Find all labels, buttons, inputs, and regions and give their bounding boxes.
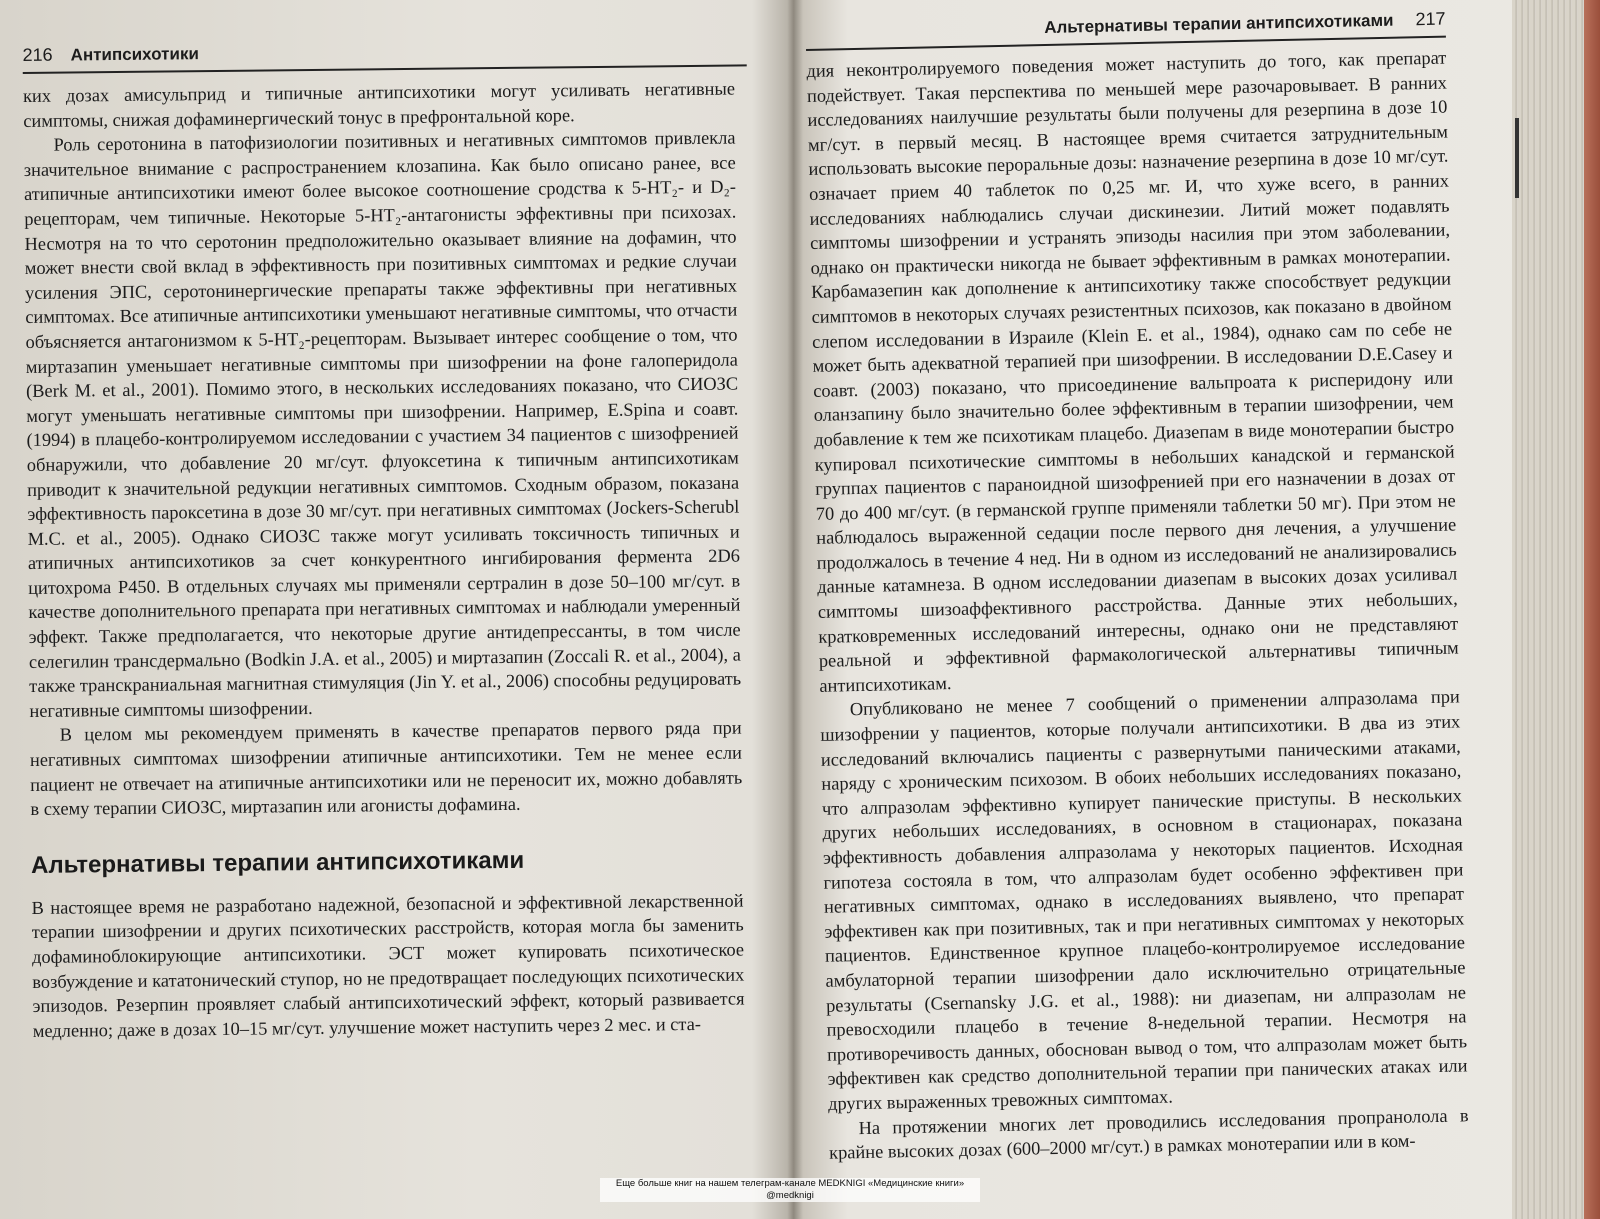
right-body-text	[806, 46, 1469, 1166]
right-page-header	[805, 9, 1445, 51]
paragraph: Роль серотонина в патофизиологии позитивных и негативных симптомов привлекла значительное внимание с распространением клозапина. Как было описано ранее, все атипичные антипсихотики имеют более высокое соотношение сродства к 5-HT₂- и D₂-рецепторам, чем типичные. Некоторые 5-HT₂-антагонисты эффективны при психозах. Несмотря на то что серотонин предположительно оказывает влияние на дофамин, что может внести свой вклад в эффективность при позитивных симптомах и редкие случаи усиления ЭПС, серотонинергические препараты также эффективны при негативных симптомах. Все атипичные антипсихотики уменьшают негативные симптомы, что отчасти объясняется антагонизмом к 5-HT₂-рецепторам. Вызывает интерес сообщение о том, что миртазапин уменьшает негативные симптомы при шизофрении на фоне галоперидола (Berk M. et al., 2001). Помимо этого, в нескольких исследованиях показано, что СИОЗС могут уменьшать негативные симптомы при шизофрении. Например, E.Spina и соавт. (1994) в плацебо-контролируемом исследовании с участием 34 пациентов с шизофренией обнаружили, что добавление 20 мг/сут. флуоксетина к типичным антипсихотикам приводит к значительной редукции негативных симптомов. Сходным образом, показана эффективность пароксетина в дозе 30 мг/сут. при негативных симптомах (Jockers-Scherubl M.C. et al., 2005). Однако СИОЗС также могут усиливать токсичность типичных и атипичных антипсихотиков за счет конкурентного ингибирования фермента 2D6 цитохрома P450. В отдельных случаях мы применяли сертралин в дозе 50–100 мг/сут. в качестве дополнительного препарата при негативных симптомах и наблюдали умеренный эффект. Также предполагается, что некоторые другие антидепрессанты, в том числе селегилин трансдермально (Bodkin J.A. et al., 2005) и миртазапин (Zoccali R. et al., 2004), а также транскраниальная магнитная стимуляция (Jin Y. et al., 2006) способны редуцировать негативные симптомы шизофрении.	[23, 127, 742, 721]
right-running-head: Альтернативы терапии антипсихотиками	[1044, 10, 1394, 37]
footer-watermark	[600, 1178, 980, 1202]
footer-handle: @medknigi	[766, 1190, 814, 1201]
paragraph: дия неконтролируемого поведения может наступить до того, как препарат подействует. Такая перспектива по меньшей мере разочаровывает. В ранних исследованиях наилучшие результаты были получены для резерпина в дозе 10 мг/сут. в первый месяц. В настоящее время считается затруднительным использовать высокие пероральные дозы: назначение резерпина в дозе 10 мг/сут. означает прием 40 таблеток по 0,25 мг. И, что хуже всего, в ранних исследованиях наблюдались случаи дискинезии. Литий может подавлять симптомы шизофрении и устранять эпизоды насилия при этом заболевании, однако он практически никогда не бывает эффективным в рамках монотерапии. Карбамазепин как дополнение к антипсихотику также способствует редукции симптомов в некоторых случаях резистентных психозов, как показано в двойном слепом исследовании в Израиле (Klein E. et al., 1984), однако сам по себе не может быть адекватной терапией при шизофрении. В исследовании D.E.Casey и соавт. (2003) показано, что присоединение вальпроата к рисперидону или оланзапину было значительно более эффективным в терапии шизофрении, чем добавление к тем же психотикам плацебо. Диазепам в виде монотерапии быстро купировал психотические симптомы в небольших канадской и германской группах пациентов с параноидной шизофренией при его назначении в дозах от 70 до 400 мг/сут. (в германской группе применяли таблетки 50 мг). При этом не наблюдалось выраженной седации после первого дня лечения, а улучшение продолжалось в течение 4 нед. Ни в одном из исследований не анализировались данные катамнеза. В одном исследовании диазепам в высоких дозах усиливал симптомы шизоаффективного расстройства. Данные этих небольших, кратковременных исследований интересны, однако они не представляют реальной и эффективной фармакологической альтернативы типичным антипсихотикам.	[806, 47, 1459, 696]
left-page-header	[22, 37, 746, 74]
section-body-text	[31, 888, 745, 1043]
paragraph: В целом мы рекомендуем применять в качестве препаратов первого ряда при негативных симптомах шизофрении атипичные антипсихотики. Тем не менее если пациент не отвечает на атипичные антипсихотики или не переносит их, можно добавлять в схему терапии СИОЗС, миртазапин или агонисты дофамина.	[29, 717, 743, 820]
footer-line: Еще больше книг на нашем телеграм-канале MEDKNIGI «Медицинские книги»	[615, 1178, 965, 1189]
paragraph: ких дозах амисульприд и типичные антипсихотики могут усиливать негативные симптомы, снижая дофаминергический тонус в префронтальной коре.	[22, 78, 736, 131]
left-page	[22, 0, 763, 1043]
left-running-head: Антипсихотики	[70, 44, 199, 65]
book-cover-edge	[1584, 0, 1600, 1219]
right-page-number: 217	[1415, 8, 1446, 30]
page-marker	[1515, 118, 1519, 198]
section-title: Альтернативы терапии антипсихотиками	[30, 846, 525, 879]
paragraph: В настоящее время не разработано надежной, безопасной и эффективной лекарственной терапии шизофрении и других психотических расстройств, которая могла бы заменить дофаминоблокирующие антипсихотики. ЭСТ может купировать психотическое возбуждение и кататонический ступор, но не предотвращает последующих психотических эпизодов. Резерпин проявляет слабый антипсихотический эффект, который развивается медленно; даже в дозах 10–15 мг/сут. улучшение может наступить через 2 мес. и ста-	[31, 890, 745, 1041]
paragraph: На протяжении многих лет проводились исследования пропранолола в крайне высоких дозах (600–2000 мг/сут.) в рамках монотерапии или в ком-	[828, 1104, 1469, 1163]
paragraph: Опубликовано не менее 7 сообщений о применении алпразолама при шизофрении у пациентов, которые получали антипсихотики. В два из этих исследований включались пациенты с развернутыми паническими атаками, наряду с хроническим психозом. В обоих небольших исследованиях показано, что алпразолам эффективно купирует панические приступы. В нескольких других небольших исследованиях, в основном в стационарах, показана эффективность добавления алпразолама у некоторых пациентов. Исходная гипотеза состояла в том, что алпразолам будет особенно эффективен при негативных симптомах, однако в исследованиях выявлено, что препарат эффективен как при позитивных, так и при негативных симптомах у некоторых пациентов. Единственное крупное плацебо-контролируемое исследование амбулаторной терапии шизофрении дало исключительно отрицательные результаты (Csernansky J.G. et al., 1988): ни диазепам, ни алпразолам не превосходили плацебо в течение 8-недельной терапии. Несмотря на противоречивость данных, обоснован вывод о том, что алпразолам может быть эффективен как средство дополнительной терапии при панических атаках или других выраженных тревожных симптомах.	[820, 686, 1468, 1114]
left-body-text	[23, 77, 743, 822]
left-page-number: 216	[22, 44, 53, 65]
right-page	[805, 0, 1494, 1165]
